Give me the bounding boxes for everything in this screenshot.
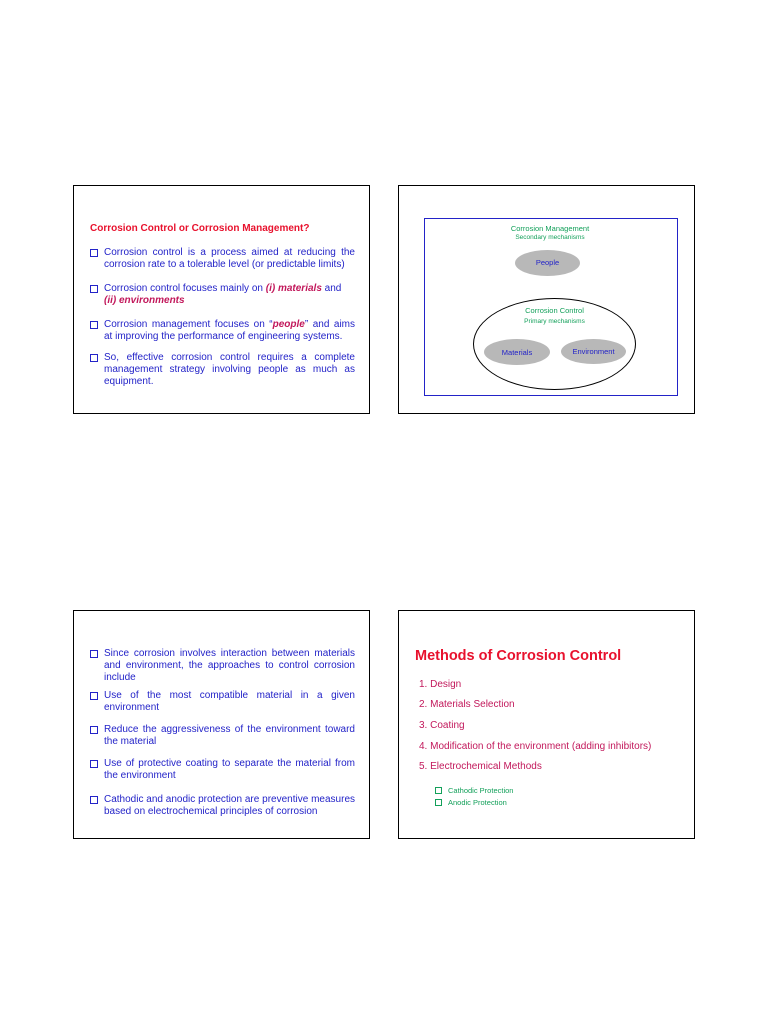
slide-title: Corrosion Control or Corrosion Management? bbox=[90, 223, 310, 234]
method-item: 5. Electrochemical Methods bbox=[419, 761, 542, 772]
slide-methods-of-corrosion-control bbox=[398, 610, 695, 839]
slide-control-approaches bbox=[73, 610, 370, 839]
sub-item: Anodic Protection bbox=[435, 798, 507, 807]
method-item: 3. Coating bbox=[419, 720, 465, 731]
secondary-mechanisms-label: Secondary mechanisms bbox=[515, 234, 585, 241]
environment-label: Environment bbox=[572, 347, 615, 356]
square-bullet-icon bbox=[90, 726, 98, 734]
bullet-item: Reduce the aggressiveness of the environment toward the material bbox=[90, 724, 355, 748]
method-item: 2. Materials Selection bbox=[419, 699, 515, 710]
bullet-item: So, effective corrosion control requires a complete management strategy involving people as much as equipment. bbox=[90, 352, 355, 388]
square-bullet-icon bbox=[435, 787, 442, 794]
square-bullet-icon bbox=[90, 760, 98, 768]
square-bullet-icon bbox=[90, 796, 98, 804]
square-bullet-icon bbox=[90, 692, 98, 700]
corrosion-management-label: Corrosion Management bbox=[510, 224, 590, 233]
method-item: 4. Modification of the environment (adding inhibitors) bbox=[419, 741, 652, 752]
bullet-item: Corrosion control focuses mainly on (i) materials and (ii) environments bbox=[90, 283, 355, 307]
bullet-item: Use of protective coating to separate the material from the environment bbox=[90, 758, 355, 782]
slide-title: Methods of Corrosion Control bbox=[415, 648, 622, 664]
bullet-item: Corrosion control is a process aimed at reducing the corrosion rate to a tolerable level (or predictable limits) bbox=[90, 247, 355, 271]
slide-management-diagram bbox=[398, 185, 695, 414]
square-bullet-icon bbox=[90, 354, 98, 362]
slide-corrosion-control-or-management bbox=[73, 185, 370, 414]
primary-mechanisms-label: Primary mechanisms bbox=[524, 318, 585, 325]
method-item: 1. Design bbox=[419, 679, 462, 690]
bullet-item: Cathodic and anodic protection are preventive measures based on electrochemical principles of corrosion bbox=[90, 794, 355, 818]
square-bullet-icon bbox=[90, 321, 98, 329]
materials-label: Materials bbox=[501, 348, 533, 357]
people-label: People bbox=[535, 258, 560, 267]
square-bullet-icon bbox=[435, 799, 442, 806]
sub-item: Cathodic Protection bbox=[435, 786, 513, 795]
bullet-item: Use of the most compatible material in a given environment bbox=[90, 690, 355, 714]
square-bullet-icon bbox=[90, 285, 98, 293]
square-bullet-icon bbox=[90, 650, 98, 658]
bullet-item: Corrosion management focuses on “people” and aims at improving the performance of engineering systems. bbox=[90, 319, 355, 343]
corrosion-control-label: Corrosion Control bbox=[525, 306, 584, 315]
square-bullet-icon bbox=[90, 249, 98, 257]
bullet-item: Since corrosion involves interaction between materials and environment, the approaches to control corrosion include bbox=[90, 648, 355, 684]
